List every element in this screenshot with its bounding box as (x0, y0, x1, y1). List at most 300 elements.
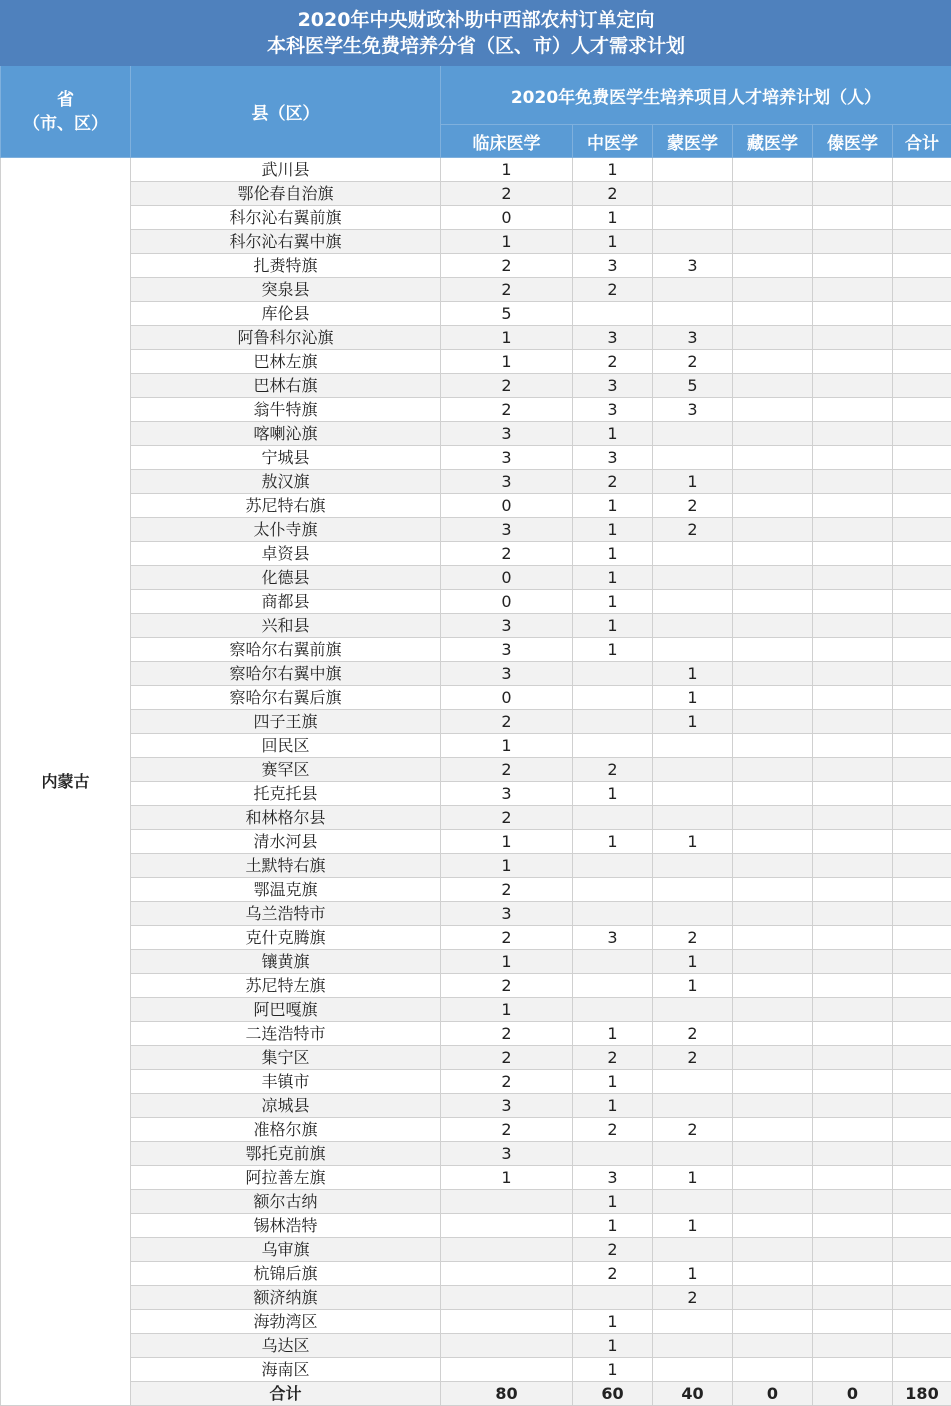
table-row (1, 1262, 951, 1286)
table-row (1, 830, 951, 854)
value-cell (441, 1334, 573, 1358)
value-cell: 3 (573, 1166, 653, 1190)
value-cell (893, 710, 951, 734)
county-cell: 四子王旗 (131, 710, 441, 734)
value-cell (813, 374, 893, 398)
value-cell (893, 638, 951, 662)
total-value: 40 (653, 1382, 733, 1406)
value-cell: 2 (441, 974, 573, 998)
table-row (1, 1334, 951, 1358)
value-cell (813, 542, 893, 566)
table-row (1, 998, 951, 1022)
table-row (1, 1118, 951, 1142)
county-cell: 苏尼特右旗 (131, 494, 441, 518)
value-cell (441, 1214, 573, 1238)
value-cell (893, 854, 951, 878)
value-cell (813, 278, 893, 302)
value-cell (893, 806, 951, 830)
value-cell (813, 1142, 893, 1166)
county-cell: 凉城县 (131, 1094, 441, 1118)
county-cell: 海勃湾区 (131, 1310, 441, 1334)
value-cell (573, 686, 653, 710)
county-cell: 科尔沁右翼前旗 (131, 206, 441, 230)
value-cell (653, 158, 733, 182)
table-row (1, 1358, 951, 1382)
table-row (1, 254, 951, 278)
value-cell: 1 (573, 566, 653, 590)
table-row (1, 470, 951, 494)
value-cell (813, 662, 893, 686)
value-cell: 2 (441, 1118, 573, 1142)
value-cell (813, 326, 893, 350)
value-cell: 1 (573, 1022, 653, 1046)
value-cell (893, 326, 951, 350)
county-cell: 兴和县 (131, 614, 441, 638)
county-cell: 化德县 (131, 566, 441, 590)
table-row (1, 1022, 951, 1046)
county-cell: 集宁区 (131, 1046, 441, 1070)
value-cell (733, 926, 813, 950)
value-cell (573, 854, 653, 878)
value-cell (813, 1286, 893, 1310)
value-cell (893, 374, 951, 398)
table-row (1, 518, 951, 542)
value-cell (733, 1334, 813, 1358)
value-cell (893, 1262, 951, 1286)
county-cell: 苏尼特左旗 (131, 974, 441, 998)
value-cell (893, 974, 951, 998)
value-cell (573, 806, 653, 830)
value-cell: 1 (441, 326, 573, 350)
value-cell (893, 998, 951, 1022)
value-cell (813, 710, 893, 734)
value-cell (733, 662, 813, 686)
value-cell: 3 (441, 1142, 573, 1166)
value-cell (653, 1142, 733, 1166)
total-label: 合计 (131, 1382, 441, 1406)
value-cell: 3 (653, 326, 733, 350)
value-cell (733, 158, 813, 182)
value-cell (733, 326, 813, 350)
table-row (1, 206, 951, 230)
value-cell: 2 (653, 518, 733, 542)
value-cell: 1 (653, 662, 733, 686)
value-cell (813, 206, 893, 230)
value-cell: 1 (573, 782, 653, 806)
value-cell (653, 542, 733, 566)
table-row (1, 446, 951, 470)
value-cell (813, 1118, 893, 1142)
table-row (1, 1310, 951, 1334)
header-column: 中医学 (573, 125, 653, 158)
value-cell (733, 638, 813, 662)
county-cell: 突泉县 (131, 278, 441, 302)
table-row (1, 422, 951, 446)
value-cell (653, 614, 733, 638)
value-cell (893, 734, 951, 758)
value-cell: 1 (653, 830, 733, 854)
value-cell: 1 (573, 230, 653, 254)
value-cell: 1 (573, 1070, 653, 1094)
value-cell: 0 (441, 686, 573, 710)
value-cell (733, 590, 813, 614)
table-row (1, 302, 951, 326)
value-cell (893, 686, 951, 710)
table-row (1, 806, 951, 830)
value-cell (733, 470, 813, 494)
county-cell: 扎赉特旗 (131, 254, 441, 278)
county-cell: 二连浩特市 (131, 1022, 441, 1046)
table-row (1, 158, 951, 182)
value-cell (813, 158, 893, 182)
value-cell (813, 1214, 893, 1238)
value-cell: 2 (441, 926, 573, 950)
value-cell (893, 470, 951, 494)
title-line-2: 本科医学生免费培养分省（区、市）人才需求计划 (267, 35, 686, 57)
value-cell (733, 1070, 813, 1094)
county-cell: 宁城县 (131, 446, 441, 470)
value-cell: 2 (441, 758, 573, 782)
value-cell (653, 758, 733, 782)
county-cell: 卓资县 (131, 542, 441, 566)
value-cell (441, 1286, 573, 1310)
value-cell (653, 590, 733, 614)
value-cell (893, 446, 951, 470)
value-cell (653, 422, 733, 446)
value-cell (893, 1286, 951, 1310)
table-row (1, 1046, 951, 1070)
value-cell (893, 782, 951, 806)
total-value: 0 (813, 1382, 893, 1406)
value-cell: 2 (441, 542, 573, 566)
value-cell: 1 (653, 1214, 733, 1238)
value-cell (893, 1190, 951, 1214)
value-cell (813, 998, 893, 1022)
value-cell (733, 614, 813, 638)
value-cell (813, 494, 893, 518)
value-cell (733, 1214, 813, 1238)
county-cell: 察哈尔右翼后旗 (131, 686, 441, 710)
value-cell (893, 1334, 951, 1358)
value-cell (573, 902, 653, 926)
value-cell (893, 1142, 951, 1166)
county-cell: 商都县 (131, 590, 441, 614)
value-cell (653, 806, 733, 830)
table-row (1, 1166, 951, 1190)
table-row (1, 590, 951, 614)
value-cell (893, 278, 951, 302)
value-cell (813, 254, 893, 278)
value-cell: 3 (573, 926, 653, 950)
header-column: 傣医学 (813, 125, 893, 158)
table-row (1, 1094, 951, 1118)
value-cell (653, 1310, 733, 1334)
value-cell (733, 1046, 813, 1070)
table-row (1, 926, 951, 950)
value-cell (893, 662, 951, 686)
value-cell (813, 230, 893, 254)
value-cell: 2 (653, 494, 733, 518)
table-row (1, 182, 951, 206)
value-cell (813, 1310, 893, 1334)
value-cell: 1 (573, 1214, 653, 1238)
table-row (1, 878, 951, 902)
value-cell (653, 1238, 733, 1262)
value-cell (893, 926, 951, 950)
value-cell (733, 254, 813, 278)
county-cell: 察哈尔右翼中旗 (131, 662, 441, 686)
value-cell: 1 (573, 422, 653, 446)
table-title (1, 1, 951, 66)
value-cell: 0 (441, 206, 573, 230)
value-cell: 2 (441, 1070, 573, 1094)
value-cell (813, 974, 893, 998)
table-row (1, 902, 951, 926)
table-row (1, 1214, 951, 1238)
value-cell (813, 878, 893, 902)
county-cell: 回民区 (131, 734, 441, 758)
county-cell: 克什克腾旗 (131, 926, 441, 950)
value-cell (653, 182, 733, 206)
value-cell (813, 350, 893, 374)
value-cell: 1 (573, 206, 653, 230)
value-cell (813, 854, 893, 878)
value-cell: 5 (653, 374, 733, 398)
table-row (1, 758, 951, 782)
county-cell: 库伦县 (131, 302, 441, 326)
value-cell: 3 (441, 902, 573, 926)
value-cell (733, 230, 813, 254)
value-cell (893, 302, 951, 326)
county-cell: 镶黄旗 (131, 950, 441, 974)
value-cell (441, 1262, 573, 1286)
value-cell: 1 (653, 710, 733, 734)
table-row (1, 614, 951, 638)
value-cell: 2 (573, 758, 653, 782)
county-cell: 阿巴嘎旗 (131, 998, 441, 1022)
value-cell (893, 182, 951, 206)
value-cell (653, 854, 733, 878)
value-cell: 1 (573, 614, 653, 638)
value-cell (893, 590, 951, 614)
header-column: 临床医学 (441, 125, 573, 158)
value-cell (893, 1070, 951, 1094)
value-cell: 1 (573, 590, 653, 614)
value-cell (813, 830, 893, 854)
value-cell (573, 998, 653, 1022)
value-cell (733, 1310, 813, 1334)
value-cell: 2 (653, 1046, 733, 1070)
value-cell (733, 902, 813, 926)
table-row (1, 686, 951, 710)
value-cell (653, 1334, 733, 1358)
value-cell (733, 1238, 813, 1262)
value-cell (441, 1238, 573, 1262)
value-cell (813, 1262, 893, 1286)
value-cell (813, 1238, 893, 1262)
value-cell (653, 998, 733, 1022)
value-cell (813, 1070, 893, 1094)
value-cell: 1 (573, 1334, 653, 1358)
value-cell (893, 1238, 951, 1262)
value-cell: 0 (441, 566, 573, 590)
value-cell: 3 (441, 638, 573, 662)
value-cell (813, 1022, 893, 1046)
county-cell: 武川县 (131, 158, 441, 182)
value-cell: 1 (653, 1166, 733, 1190)
value-cell: 3 (573, 254, 653, 278)
value-cell (813, 518, 893, 542)
value-cell (733, 806, 813, 830)
value-cell (813, 398, 893, 422)
county-cell: 巴林右旗 (131, 374, 441, 398)
value-cell: 1 (441, 950, 573, 974)
value-cell (813, 590, 893, 614)
table-row (1, 542, 951, 566)
title-line-1: 2020年中央财政补助中西部农村订单定向 (297, 9, 655, 31)
county-cell: 翁牛特旗 (131, 398, 441, 422)
value-cell (653, 1190, 733, 1214)
value-cell (733, 1190, 813, 1214)
value-cell (813, 782, 893, 806)
table-row (1, 350, 951, 374)
value-cell (813, 1358, 893, 1382)
value-cell (893, 1118, 951, 1142)
value-cell: 2 (441, 1022, 573, 1046)
value-cell (813, 1166, 893, 1190)
value-cell (813, 902, 893, 926)
value-cell (733, 494, 813, 518)
value-cell (653, 1070, 733, 1094)
value-cell: 3 (441, 662, 573, 686)
value-cell (653, 278, 733, 302)
value-cell (813, 1334, 893, 1358)
table-row (1, 494, 951, 518)
county-cell: 乌审旗 (131, 1238, 441, 1262)
value-cell: 2 (573, 1262, 653, 1286)
table-row (1, 566, 951, 590)
value-cell: 1 (441, 998, 573, 1022)
table-row (1, 230, 951, 254)
value-cell (893, 1022, 951, 1046)
county-cell: 喀喇沁旗 (131, 422, 441, 446)
value-cell: 1 (573, 1094, 653, 1118)
value-cell (733, 398, 813, 422)
value-cell (813, 950, 893, 974)
value-cell: 2 (441, 278, 573, 302)
value-cell (573, 302, 653, 326)
value-cell: 2 (573, 182, 653, 206)
value-cell (813, 926, 893, 950)
value-cell (733, 998, 813, 1022)
value-cell: 2 (441, 878, 573, 902)
value-cell (653, 1358, 733, 1382)
county-cell: 土默特右旗 (131, 854, 441, 878)
value-cell (653, 638, 733, 662)
table-row (1, 662, 951, 686)
county-cell: 丰镇市 (131, 1070, 441, 1094)
value-cell: 1 (573, 1358, 653, 1382)
value-cell: 3 (441, 422, 573, 446)
county-cell: 锡林浩特 (131, 1214, 441, 1238)
table-row (1, 1238, 951, 1262)
value-cell (893, 614, 951, 638)
value-cell (733, 686, 813, 710)
header-plan: 2020年免费医学生培养项目人才培养计划（人） (441, 66, 951, 125)
value-cell (733, 1166, 813, 1190)
value-cell (653, 1094, 733, 1118)
county-cell: 赛罕区 (131, 758, 441, 782)
value-cell: 3 (441, 1094, 573, 1118)
county-cell: 太仆寺旗 (131, 518, 441, 542)
value-cell (893, 1046, 951, 1070)
value-cell: 1 (573, 542, 653, 566)
value-cell: 2 (573, 1238, 653, 1262)
value-cell: 2 (441, 710, 573, 734)
value-cell (653, 902, 733, 926)
value-cell (733, 878, 813, 902)
value-cell (893, 494, 951, 518)
value-cell (893, 206, 951, 230)
value-cell: 2 (441, 398, 573, 422)
value-cell: 2 (573, 350, 653, 374)
value-cell: 2 (573, 470, 653, 494)
table-row (1, 854, 951, 878)
value-cell: 1 (653, 950, 733, 974)
value-cell (733, 782, 813, 806)
value-cell: 3 (573, 326, 653, 350)
value-cell: 1 (441, 830, 573, 854)
value-cell (653, 206, 733, 230)
county-cell: 杭锦后旗 (131, 1262, 441, 1286)
value-cell (441, 1358, 573, 1382)
table-row (1, 1142, 951, 1166)
value-cell: 2 (441, 254, 573, 278)
value-cell (893, 1358, 951, 1382)
value-cell (893, 518, 951, 542)
value-cell: 1 (441, 230, 573, 254)
value-cell (813, 806, 893, 830)
total-value: 60 (573, 1382, 653, 1406)
county-cell: 额尔古纳 (131, 1190, 441, 1214)
value-cell (893, 158, 951, 182)
value-cell (653, 566, 733, 590)
value-cell (893, 1094, 951, 1118)
value-cell (893, 398, 951, 422)
value-cell (893, 902, 951, 926)
value-cell: 0 (441, 590, 573, 614)
table-row (1, 374, 951, 398)
value-cell: 2 (441, 374, 573, 398)
county-cell: 鄂温克旗 (131, 878, 441, 902)
total-value: 180 (893, 1382, 951, 1406)
value-cell (573, 878, 653, 902)
value-cell (653, 230, 733, 254)
value-cell: 2 (653, 1286, 733, 1310)
value-cell (573, 710, 653, 734)
value-cell: 1 (573, 494, 653, 518)
value-cell: 3 (441, 782, 573, 806)
value-cell: 3 (573, 446, 653, 470)
value-cell (733, 734, 813, 758)
table-row (1, 1190, 951, 1214)
value-cell (573, 1286, 653, 1310)
value-cell: 0 (441, 494, 573, 518)
value-cell (813, 686, 893, 710)
value-cell: 1 (573, 158, 653, 182)
value-cell (733, 854, 813, 878)
value-cell: 1 (441, 854, 573, 878)
